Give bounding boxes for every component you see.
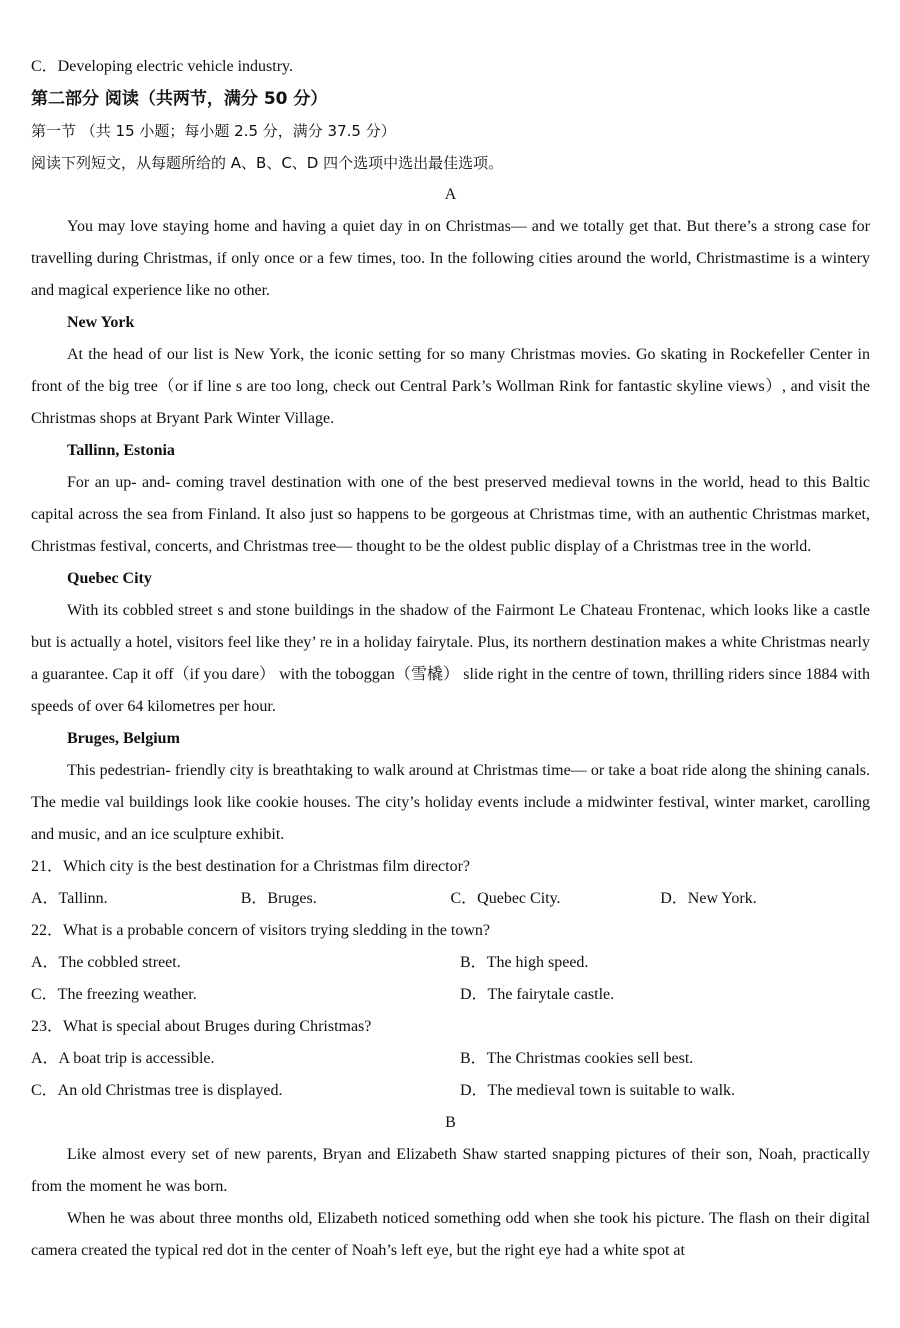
paragraph-text: At the head of our list is New York, the iconic setting for so many Christmas movies. Go skating in Rockefeller Center in front of the big tree（or if line s are too long, check out Central Park’s Wollman Rink for fantastic skyline views）, and visit the Christmas shops at Bryant Park Winter Village. [31,346,870,427]
option-b: B．Bruges. [240,890,317,907]
passage-b-paragraph-2 [31,1203,870,1267]
previous-option-c: C．Developing electric vehicle industry. [31,58,293,75]
paragraph-text: For an up- and- coming travel destination with one of the best preserved medieval towns in the world, head to this Baltic capital across the sea from Finland. It also just so happens to be gorgeous at Christmas time, with an authentic Christmas market, Christmas festival, concerts, and Christmas tree— thought to be the oldest public display of a Christmas tree in the world. [31,474,870,555]
city-heading-quebec: Quebec City [67,570,152,587]
question-23-options-row-1 [31,1043,870,1075]
city-heading-bruges: Bruges, Belgium [67,730,180,747]
passage-b-letter: B [445,1114,456,1131]
city-paragraph-quebec [31,595,870,723]
passage-b-paragraph-1 [31,1139,870,1203]
option-a: A．The cobbled street. [31,954,181,971]
city-heading-new-york: New York [67,314,135,331]
city-heading-tallinn: Tallinn, Estonia [67,442,175,459]
paragraph-text: You may love staying home and having a quiet day in on Christmas— and we totally get that. But there’s a strong case for travelling during Christmas, if only once or a few times, too. In the following cities around the world, Christmastime is a wintery and magical experience like no other. [31,218,870,299]
paragraph-text: This pedestrian- friendly city is breathtaking to walk around at Christmas time— or take a boat ride along the shining canals. The medie val buildings look like cookie houses. The city’s holiday events include a midwinter festival, winter market, carolling and music, and an ice sculpture exhibit. [31,762,870,843]
city-paragraph-new-york [31,339,870,435]
section-title: 第一节 （共 15 小题；每小题 2.5 分，满分 37.5 分） [31,122,396,140]
option-c: C．Quebec City. [450,890,561,907]
passage-a-letter: A [444,186,457,203]
city-paragraph-tallinn [31,467,870,563]
question-22-stem: 22．What is a probable concern of visitors trying sledding in the town? [31,922,491,939]
passage-a-intro [31,211,870,307]
paragraph-text: When he was about three months old, Elizabeth noticed something odd when she took his picture. The flash on their digital camera created the typical red dot in the center of Noah’s left eye, but the right eye had a white spot at [31,1210,870,1259]
paragraph-text: Like almost every set of new parents, Bryan and Elizabeth Shaw started snapping pictures of their son, Noah, practically from the moment he was born. [31,1146,870,1195]
question-21-stem: 21．Which city is the best destination for a Christmas film director? [31,858,471,875]
question-22-options-row-1 [31,947,870,979]
question-22-options-row-2 [31,979,870,1011]
question-21-options [31,883,870,915]
question-23-stem: 23．What is special about Bruges during Christmas? [31,1018,372,1035]
paragraph-text: With its cobbled street s and stone buildings in the shadow of the Fairmont Le Chateau Frontenac, which looks like a castle but is actually a hotel, visitors feel like they’ re in a holiday fairytale. Plus, its northern destination makes a white Christmas nearly a guarantee. Cap it off（if you dare） with the toboggan（雪橇） slide right in the centre of town, thrilling riders since 1884 with speeds of over 64 kilometres per hour. [31,602,870,715]
instructions: 阅读下列短文，从每题所给的 A、B、C、D 四个选项中选出最佳选项。 [31,154,504,172]
option-b: B．The high speed. [460,954,589,971]
option-a: A．A boat trip is accessible. [31,1050,215,1067]
city-paragraph-bruges [31,755,870,851]
option-c: C．An old Christmas tree is displayed. [31,1082,283,1099]
option-d: D．The fairytale castle. [460,986,615,1003]
option-b: B．The Christmas cookies sell best. [460,1050,694,1067]
option-c: C．The freezing weather. [31,986,197,1003]
part-title: 第二部分 阅读（共两节，满分 50 分） [31,89,328,109]
question-23-options-row-2 [31,1075,870,1107]
option-d: D．The medieval town is suitable to walk. [460,1082,736,1099]
option-a: A．Tallinn. [31,890,108,907]
option-d: D．New York. [660,890,757,907]
